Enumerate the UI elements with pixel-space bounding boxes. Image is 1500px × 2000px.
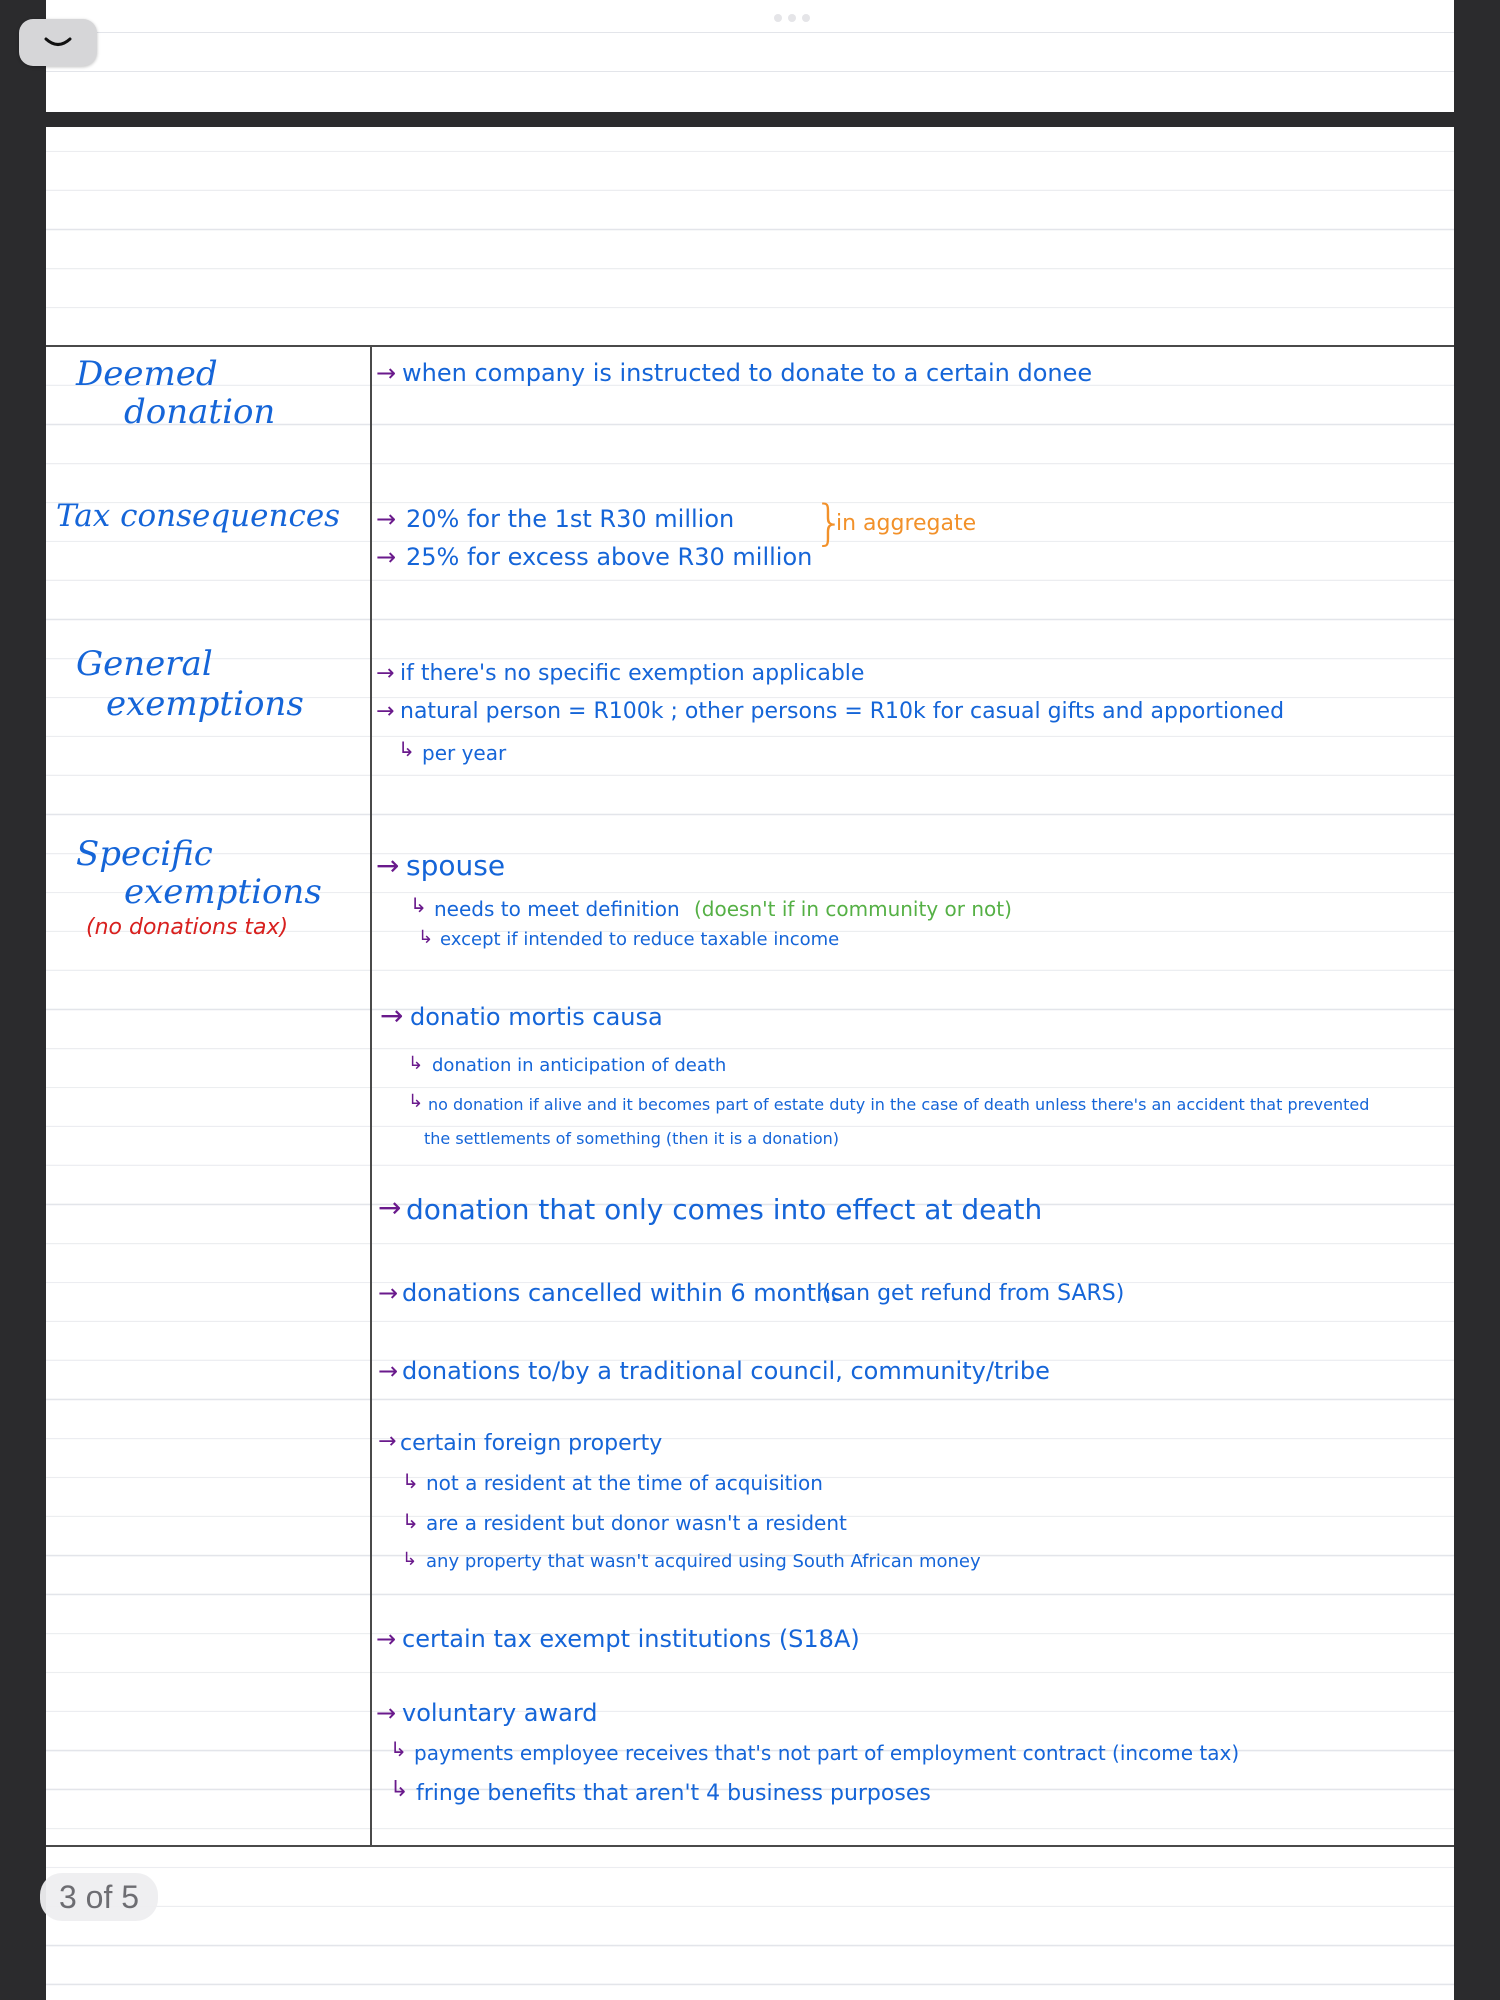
previous-page — [46, 0, 1454, 112]
more-dots-icon[interactable] — [774, 14, 810, 22]
sub-arrow-icon: ↳ — [410, 893, 427, 917]
note-foreign: certain foreign property — [400, 1431, 663, 1456]
note-voluntary-sub-1: payments employee receives that's not part of employment contract (income tax) — [414, 1741, 1240, 1765]
note-traditional: donations to/by a traditional council, community/tribe — [402, 1357, 1050, 1385]
sub-arrow-icon: ↳ — [402, 1509, 419, 1533]
sub-arrow-icon: ↳ — [408, 1091, 424, 1112]
note-spouse-sub-2: except if intended to reduce taxable income — [440, 929, 840, 950]
note-cancelled: donations cancelled within 6 months — [402, 1279, 844, 1307]
note-foreign-sub-3: any property that wasn't acquired using South African money — [426, 1551, 981, 1572]
arrow-icon: → — [376, 505, 397, 533]
arrow-icon: → — [376, 661, 395, 686]
note-spouse: spouse — [406, 849, 506, 882]
arrow-icon: → — [376, 699, 395, 724]
notes-page — [46, 127, 1454, 2000]
page-indicator[interactable]: 3 of 5 — [40, 1873, 158, 1921]
note-foreign-sub-2: are a resident but donor wasn't a resident — [426, 1511, 847, 1535]
table-bottom-border — [46, 1845, 1454, 1847]
arrow-icon: → — [376, 849, 400, 882]
collapse-button[interactable] — [19, 19, 97, 66]
sub-arrow-icon: ↳ — [402, 1469, 419, 1493]
note-spouse-sub-1: needs to meet definition — [434, 897, 680, 921]
arrow-icon: → — [378, 1279, 399, 1307]
note-mortis-sub-1: donation in anticipation of death — [432, 1055, 727, 1076]
heading-specific-note: (no donations tax) — [86, 915, 289, 940]
note-tax-1: 20% for the 1st R30 million — [406, 505, 735, 533]
heading-general-line2: exemptions — [106, 684, 304, 724]
sub-arrow-icon: ↳ — [402, 1549, 418, 1570]
sub-arrow-icon: ↳ — [390, 1737, 407, 1761]
sub-arrow-icon: ↳ — [408, 1053, 424, 1074]
note-general-sub-1: per year — [422, 741, 507, 765]
heading-tax: Tax consequences — [56, 498, 341, 534]
arrow-icon: → — [378, 1191, 402, 1224]
column-divider — [370, 345, 372, 1847]
sub-arrow-icon: ↳ — [398, 737, 415, 761]
note-aggregate: in aggregate — [836, 511, 977, 536]
note-spouse-sub-1-aside: (doesn't if in community or not) — [694, 897, 1012, 921]
arrow-icon: → — [376, 543, 397, 571]
note-voluntary-sub-2: fringe benefits that aren't 4 business purposes — [416, 1781, 931, 1806]
heading-specific-line2: exemptions — [124, 872, 322, 912]
arrow-icon: → — [376, 1625, 397, 1653]
brace-icon: } — [814, 495, 845, 551]
note-mortis-sub-2-line2: the settlements of something (then it is a donation) — [424, 1129, 839, 1148]
arrow-icon: → — [378, 1357, 399, 1385]
note-mortis: donatio mortis causa — [410, 1003, 663, 1031]
arrow-icon: → — [378, 1429, 397, 1454]
note-mortis-sub-2-line1: no donation if alive and it becomes part of estate duty in the case of death unless there's an accident that prevented — [428, 1095, 1370, 1114]
heading-deemed-line1: Deemed — [76, 354, 218, 394]
sub-arrow-icon: ↳ — [418, 927, 434, 948]
heading-general-line1: General — [76, 644, 213, 684]
heading-specific-line1: Specific — [76, 834, 213, 874]
arrow-icon: → — [380, 999, 404, 1032]
heading-deemed-line2: donation — [124, 392, 276, 432]
note-institutions: certain tax exempt institutions (S18A) — [402, 1625, 860, 1653]
note-death-effect: donation that only comes into effect at death — [406, 1193, 1043, 1226]
table-top-border — [46, 345, 1454, 347]
sub-arrow-icon: ↳ — [390, 1777, 409, 1802]
note-general-1: if there's no specific exemption applicable — [400, 661, 865, 686]
chevron-down-icon — [43, 35, 73, 51]
arrow-icon: → — [376, 1699, 397, 1727]
note-foreign-sub-1: not a resident at the time of acquisition — [426, 1471, 823, 1495]
note-voluntary: voluntary award — [402, 1699, 598, 1727]
note-general-2: natural person = R100k ; other persons = R10k for casual gifts and apportioned — [400, 699, 1285, 724]
note-tax-2: 25% for excess above R30 million — [406, 543, 813, 571]
note-cancelled-aside: (can get refund from SARS) — [822, 1281, 1125, 1306]
note-deemed-1: when company is instructed to donate to a certain donee — [402, 359, 1093, 387]
arrow-icon: → — [376, 359, 397, 387]
